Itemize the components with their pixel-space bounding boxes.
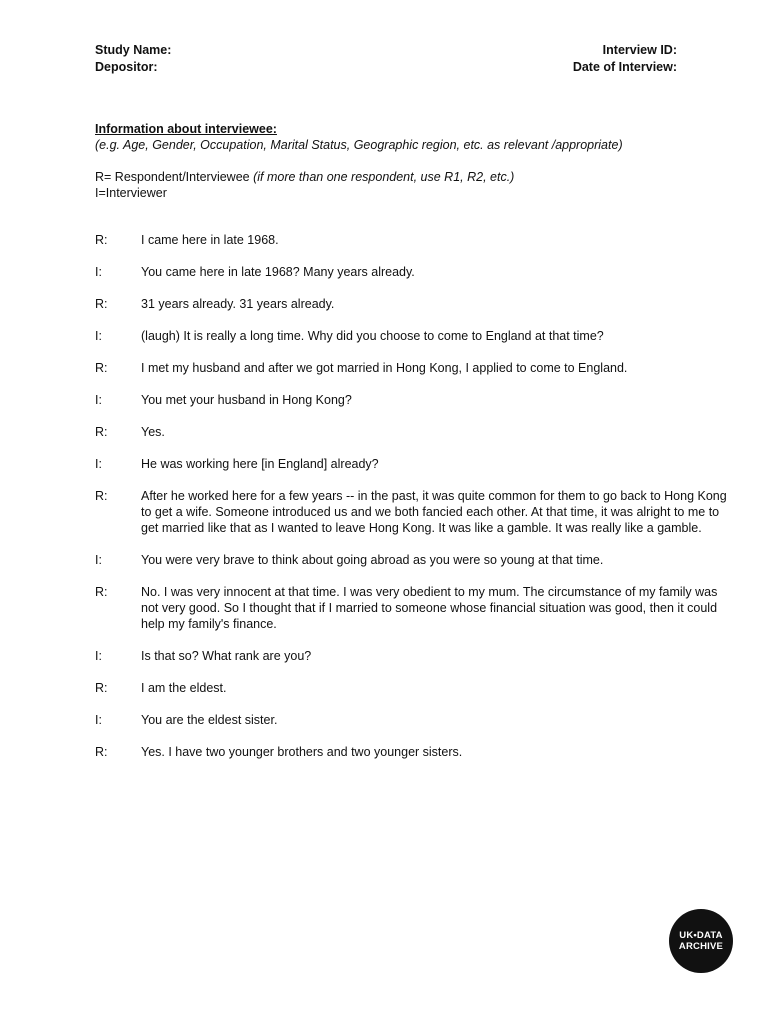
utterance-text: (laugh) It is really a long time. Why did you choose to come to England at that time?	[141, 329, 604, 343]
speaker-label: R:	[95, 425, 108, 439]
transcript-turn	[95, 552, 735, 568]
date-of-interview-label: Date of Interview:	[572, 59, 677, 74]
speaker-legend	[95, 169, 708, 201]
utterance-text: Yes. I have two younger brothers and two younger sisters.	[141, 745, 463, 759]
speaker-label: I:	[95, 265, 102, 279]
transcript-turn	[95, 712, 735, 728]
utterance-text: You were very brave to think about going abroad as you were so young at that time.	[141, 553, 604, 567]
interviewer-legend: I=Interviewer	[95, 186, 167, 200]
utterance-text: Yes.	[141, 425, 165, 439]
utterance-text: You are the eldest sister.	[141, 713, 278, 727]
transcript-turn	[95, 232, 735, 248]
interviewee-info-example: (e.g. Age, Gender, Occupation, Marital Status, Geographic region, etc. as relevant /appropriate)	[95, 138, 623, 152]
speaker-label: R:	[95, 489, 108, 503]
transcript-turn	[95, 424, 735, 440]
utterance-text: I met my husband and after we got married in Hong Kong, I applied to come to England.	[141, 361, 628, 375]
transcript-turn	[95, 456, 735, 472]
uk-data-archive-logo	[669, 909, 733, 973]
utterance-text: You came here in late 1968? Many years already.	[141, 265, 415, 279]
transcript-turn	[95, 264, 735, 280]
study-name-label: Study Name:	[95, 43, 172, 57]
depositor-label: Depositor:	[95, 59, 158, 74]
transcript-turn	[95, 584, 735, 632]
speaker-label: I:	[95, 553, 102, 567]
transcript-turn	[95, 328, 735, 344]
header-row-2	[95, 59, 677, 76]
respondent-legend: R= Respondent/Interviewee	[95, 170, 250, 184]
speaker-label: I:	[95, 457, 102, 471]
document-header	[95, 42, 677, 75]
transcript	[95, 232, 735, 776]
utterance-text: Is that so? What rank are you?	[141, 649, 312, 663]
logo-line-1: UK•DATA	[679, 930, 723, 941]
transcript-turn	[95, 360, 735, 376]
speaker-label: R:	[95, 233, 108, 247]
transcript-turn	[95, 744, 735, 760]
transcript-turn	[95, 648, 735, 664]
interviewee-info-title: Information about interviewee:	[95, 122, 277, 136]
utterance-text: I am the eldest.	[141, 681, 227, 695]
transcript-turn	[95, 488, 735, 536]
speaker-label: I:	[95, 649, 102, 663]
utterance-text: He was working here [in England] already?	[141, 457, 379, 471]
speaker-label: R:	[95, 681, 108, 695]
speaker-label: I:	[95, 393, 102, 407]
utterance-text: No. I was very innocent at that time. I was very obedient to my mum. The circumstance of my family was not very good. So I thought that if I married to someone whose financial situation was good, then it could help my family's finance.	[141, 585, 718, 631]
speaker-label: R:	[95, 297, 108, 311]
transcript-turn	[95, 680, 735, 696]
respondent-legend-note: (if more than one respondent, use R1, R2, etc.)	[253, 170, 515, 184]
utterance-text: You met your husband in Hong Kong?	[141, 393, 352, 407]
transcript-turn	[95, 392, 735, 408]
transcript-turn	[95, 296, 735, 312]
header-row-1	[95, 42, 677, 59]
speaker-label: R:	[95, 585, 108, 599]
utterance-text: After he worked here for a few years -- in the past, it was quite common for them to go back to Hong Kong to get a wife. Someone introduced us and we both fancied each other. At that time, it was alright to me to get married like that as I wanted to leave Hong Kong. It was like a gamble. It was really like a gamble.	[141, 489, 727, 535]
speaker-label: I:	[95, 329, 102, 343]
interviewee-info	[95, 121, 708, 153]
speaker-label: R:	[95, 745, 108, 759]
speaker-label: R:	[95, 361, 108, 375]
respondent-legend-line	[95, 169, 708, 185]
utterance-text: I came here in late 1968.	[141, 233, 279, 247]
speaker-label: I:	[95, 713, 102, 727]
interview-id-label: Interview ID:	[602, 43, 677, 57]
utterance-text: 31 years already. 31 years already.	[141, 297, 335, 311]
logo-line-2: ARCHIVE	[678, 941, 724, 952]
